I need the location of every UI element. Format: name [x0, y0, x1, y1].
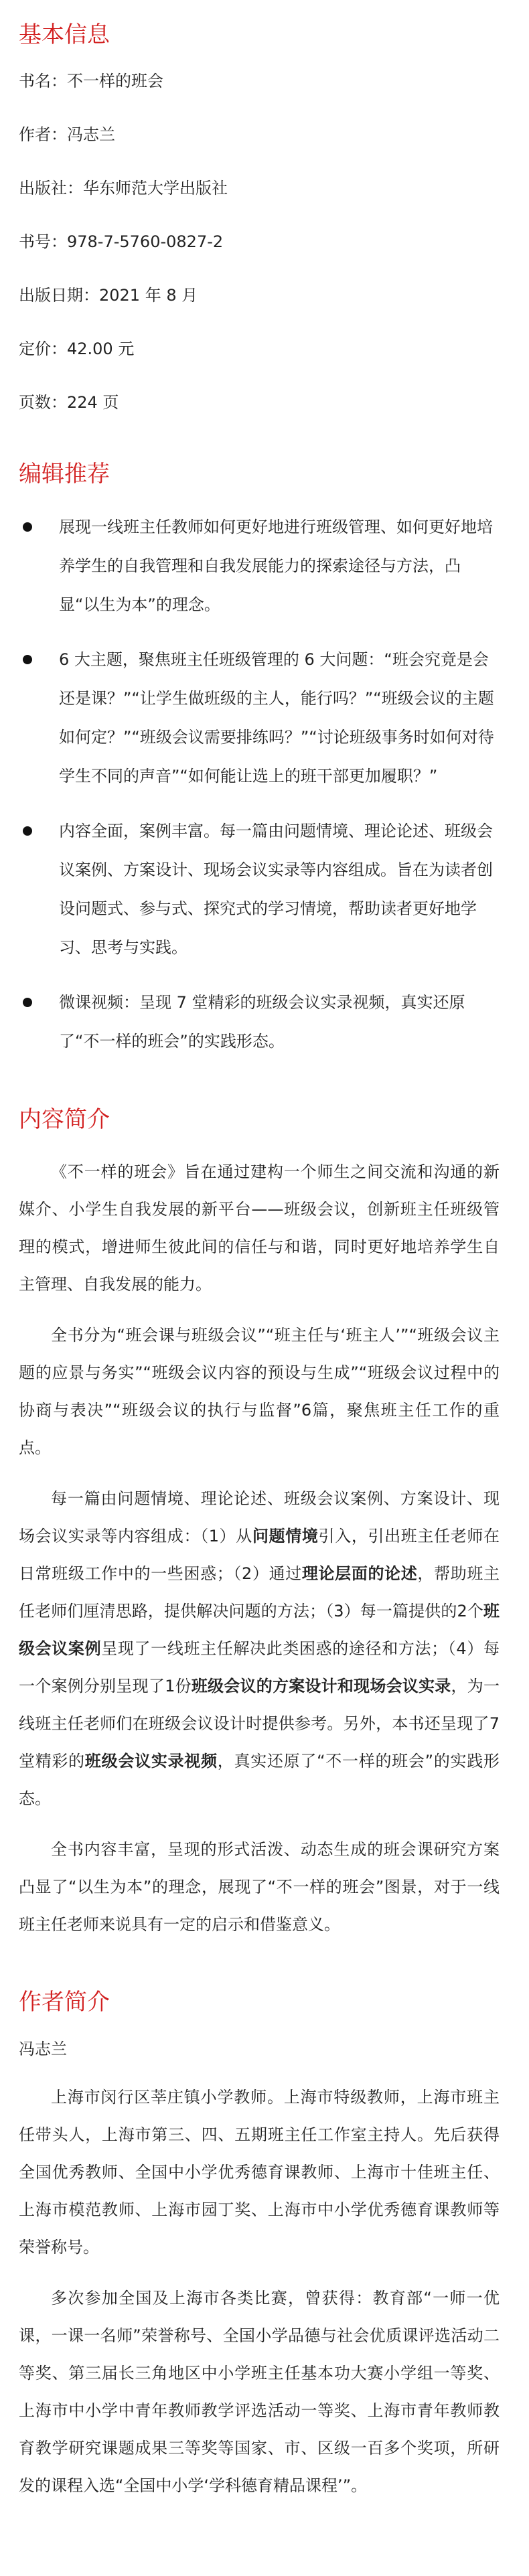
price-line: 定价：42.00 元 — [19, 339, 135, 358]
list-item-text: 内容全面，案例丰富。每一篇由问题情境、理论论述、班级会议案例、方案设计、现场会议实录等内容组成。旨在为读者创设问题式、参与式、探究式的学习情境，帮助读者更好地学习、思考与实践。 — [59, 822, 493, 957]
list-item-text: 微课视频：呈现 7 堂精彩的班级会议实录视频，真实还原了“不一样的班会”的实践形态。 — [59, 993, 465, 1051]
intro-p3-bold-4: 班级会议的方案设计和现场会议实录 — [191, 1677, 451, 1695]
intro-p3-text-3: ，帮助班主任老师们厘清思路，提供解决问题的方法；（3）每一篇提供的2个 — [19, 1564, 500, 1620]
author-paragraph-1: 上海市闵行区莘庄镇小学教师。上海市特级教师，上海市班主任带头人，上海市第三、四、五期班主任工作室主持人。先后获得全国优秀教师、全国中小学优秀德育课教师、上海市十佳班主任、上海市模范教师、上海市园丁奖、上海市中小学优秀德育课教师等荣誉称号。 — [19, 2088, 500, 2257]
intro-p3-text-4: 呈现了一线班主任解决此类困惑的途径和方法；（4）每一个案例分别呈现了1份 — [19, 1639, 500, 1695]
intro-paragraph-1: 《不一样的班会》旨在通过建构一个师生之间交流和沟通的新媒介、小学生自我发展的新平台——班级会议，创新班主任班级管理的模式，增进师生彼此间的信任与和谐，同时更好地培养学生自主管理、自我发展的能力。 — [19, 1162, 500, 1294]
intro-p3-text-5: ，为一线班主任老师们在班级会议设计时提供参考。另外，本书还呈现了7堂精彩的 — [19, 1677, 500, 1770]
recommend-title: 编辑推荐 — [19, 461, 110, 487]
publisher-line: 出版社：华东师范大学出版社 — [19, 179, 228, 198]
intro-p3-bold-1: 问题情境 — [252, 1527, 319, 1545]
intro-p3-bold-5: 班级会议实录视频 — [84, 1752, 218, 1770]
list-item — [19, 508, 500, 624]
intro-p3-bold-2: 理论层面的论述 — [301, 1564, 418, 1583]
intro-title: 内容简介 — [19, 1106, 110, 1133]
list-item-text: 展现一线班主任教师如何更好地进行班级管理、如何更好地培养学生的自我管理和自我发展能力的探索途径与方法，凸显“以生为本”的理念。 — [59, 518, 493, 614]
pub-date-line: 出版日期：2021 年 8 月 — [19, 286, 198, 305]
intro-section — [19, 1104, 500, 1943]
author-title: 作者简介 — [19, 1989, 110, 2016]
bullet-icon — [23, 998, 32, 1007]
author-section — [19, 1986, 500, 2504]
list-item — [19, 983, 500, 1061]
intro-paragraph-3 — [19, 1480, 500, 1817]
intro-paragraph-4: 全书内容丰富，呈现的形式活泼、动态生成的班会课研究方案凸显了“以生为本”的理念，展现了“不一样的班会”图景，对于一线班主任老师来说具有一定的启示和借鉴意义。 — [19, 1840, 500, 1934]
bullet-icon — [23, 826, 32, 836]
intro-p3-text-1: 每一篇由问题情境、理论论述、班级会议案例、方案设计、现场会议实录等内容组成：（1）从 — [19, 1489, 500, 1545]
author-paragraph-2: 多次参加全国及上海市各类比赛，曾获得：教育部“一师一优课，一课一名师”荣誉称号、全国小学品德与社会优质课评选活动二等奖、第三届长三角地区中小学班主任基本功大赛小学组一等奖、上海市中小学中青年教师教学评选活动一等奖、上海市青年教师教育教学研究课题成果三等奖等国家、市、区级一百多个奖项，所研发的课程入选“全国中小学‘学科德育精品课程’”。 — [19, 2289, 500, 2495]
bullet-icon — [23, 522, 32, 532]
list-item — [19, 640, 500, 795]
bullet-icon — [23, 655, 32, 664]
intro-p3-text-6: ，真实还原了“不一样的班会”的实践形态。 — [19, 1752, 500, 1808]
recommend-section — [19, 458, 500, 1061]
basic-info-section — [19, 19, 500, 415]
book-name: 书名：不一样的班会 — [19, 72, 163, 90]
recommend-list — [19, 508, 500, 1061]
list-item — [19, 812, 500, 967]
intro-p3-text-2: 引入，引出班主任老师在日常班级工作中的一些困惑；（2）通过 — [19, 1527, 500, 1583]
basic-info-title: 基本信息 — [19, 21, 110, 48]
pages-line: 页数：224 页 — [19, 393, 119, 412]
intro-p3-bold-3: 班级会议案例 — [19, 1602, 500, 1658]
intro-paragraph-2: 全书分为“班会课与班级会议”“班主任与‘班主人’”“班级会议主题的应景与务实”“班级会议内容的预设与生成”“班级会议过程中的协商与表决”“班级会议的执行与监督”6篇，聚焦班主任工作的重点。 — [19, 1326, 500, 1457]
isbn-line: 书号：978-7-5760-0827-2 — [19, 232, 224, 251]
list-item-text: 6 大主题，聚焦班主任班级管理的 6 大问题：“班会究竟是会还是课？”“让学生做班级的主人，能行吗？”“班级会议的主题如何定？”“班级会议需要排练吗？”“讨论班级事务时如何对待学生不同的声音”“如何能让选上的班干部更加履职？” — [59, 650, 494, 785]
author-name: 冯志兰 — [19, 2040, 67, 2058]
author-line: 作者：冯志兰 — [19, 125, 115, 144]
